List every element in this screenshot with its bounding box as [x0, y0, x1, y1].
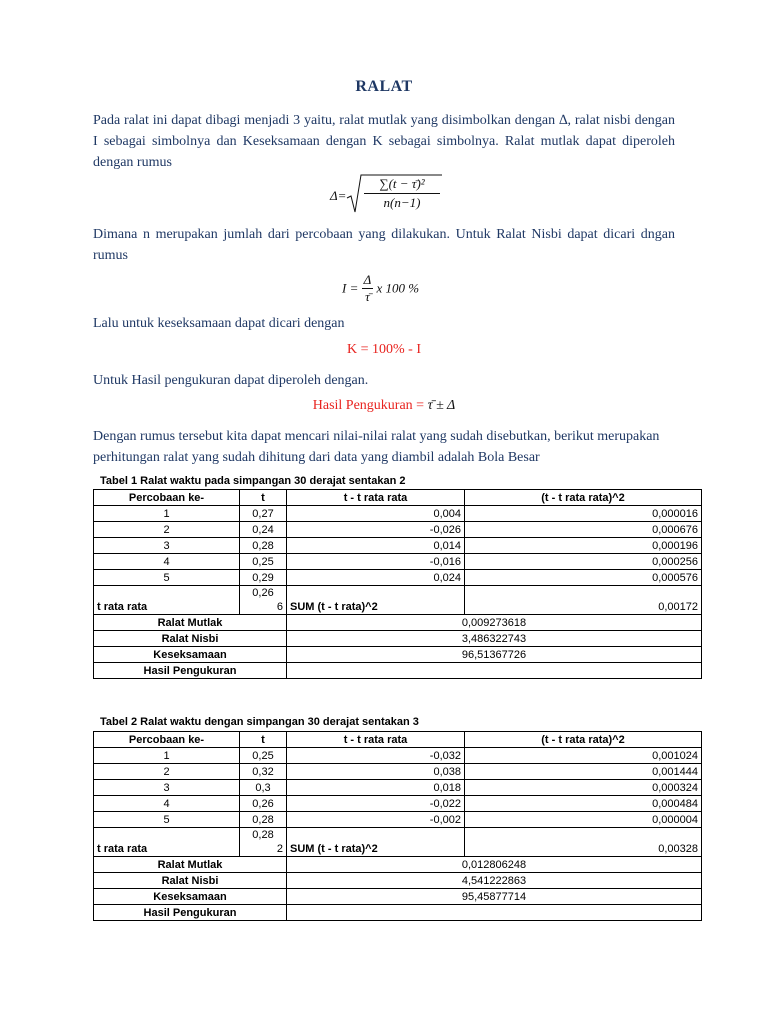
summary-label: Keseksamaan	[94, 889, 287, 905]
summary-row	[94, 647, 702, 663]
table-cell: 0,001444	[465, 764, 702, 780]
sum-label: SUM (t - t rata)^2	[287, 586, 465, 615]
table-cell: 0,000676	[465, 522, 702, 538]
column-header: Percobaan ke-	[94, 490, 240, 506]
column-header: t	[240, 490, 287, 506]
table-cell: 0,024	[287, 570, 465, 586]
table-cell: 0,26	[240, 796, 287, 812]
summary-label: Ralat Mutlak	[94, 857, 287, 873]
table-row	[94, 522, 702, 538]
formula2-lhs: I =	[342, 280, 359, 296]
table-cell: 5	[94, 812, 240, 828]
formula2-numerator: Δ	[363, 272, 372, 287]
table-row	[94, 796, 702, 812]
summary-value: 0,009273618	[287, 615, 702, 631]
table-cell: 0,018	[287, 780, 465, 796]
table-header-row	[94, 490, 702, 506]
table-cell: 4	[94, 796, 240, 812]
formula2-rhs: x 100 %	[376, 280, 420, 296]
sum-value: 0,00172	[465, 586, 702, 615]
table-cell: 0,24	[240, 522, 287, 538]
summary-label: Ralat Nisbi	[94, 631, 287, 647]
table-row	[94, 812, 702, 828]
table-cell: 0,038	[287, 764, 465, 780]
hasil-pengukuran-formula	[0, 398, 768, 414]
table-cell: 2	[94, 522, 240, 538]
average-value-line1: 0,28	[252, 829, 274, 841]
table2-caption: Tabel 2 Ralat waktu dengan simpangan 30 derajat sentakan 3	[100, 716, 419, 728]
summary-label: Keseksamaan	[94, 647, 287, 663]
hasil-expression: τ̄ ± Δ	[427, 398, 456, 413]
paragraph-ralat-nisbi: Dimana n merupakan jumlah dari percobaan yang dilakukan. Untuk Ralat Nisbi dapat dicari dngan rumus	[93, 227, 675, 263]
table-cell: 3	[94, 538, 240, 554]
summary-label: Ralat Nisbi	[94, 873, 287, 889]
table-cell: 0,000324	[465, 780, 702, 796]
table-cell: 1	[94, 748, 240, 764]
table-cell: 0,004	[287, 506, 465, 522]
average-value-line1: 0,26	[252, 587, 274, 599]
summary-row	[94, 889, 702, 905]
summary-value: 0,012806248	[287, 857, 702, 873]
sum-label: SUM (t - t rata)^2	[287, 828, 465, 857]
column-header: t - t rata rata	[287, 732, 465, 748]
summary-row	[94, 873, 702, 889]
table-cell: -0,016	[287, 554, 465, 570]
table-cell: 0,28	[240, 812, 287, 828]
table-cell: 0,000484	[465, 796, 702, 812]
summary-label: Hasil Pengukuran	[94, 663, 287, 679]
table2	[93, 731, 702, 921]
summary-row	[94, 663, 702, 679]
summary-value: 95,45877714	[287, 889, 702, 905]
column-header: t	[240, 732, 287, 748]
table-cell: -0,026	[287, 522, 465, 538]
table-cell: 0,28	[240, 538, 287, 554]
column-header: Percobaan ke-	[94, 732, 240, 748]
average-label: t rata rata	[94, 828, 240, 857]
intro-paragraph: Pada ralat ini dapat dibagi menjadi 3 yaitu, ralat mutlak yang disimbolkan dengan ∆, ralat nisbi dengan I sebagai simbolnya dan Keseksamaan dengan K sebagai simbolnya. Ralat mutlak dapat diperoleh dengan rumus	[93, 113, 675, 170]
table-cell: 0,32	[240, 764, 287, 780]
average-value-line2: 2	[276, 843, 283, 855]
paragraph-hasil: Untuk Hasil pengukuran dapat diperoleh dengan.	[93, 373, 369, 388]
table1-caption: Tabel 1 Ralat waktu pada simpangan 30 derajat sentakan 2	[100, 475, 406, 487]
formula1-denominator: n(n−1)	[383, 195, 421, 210]
table-cell: 5	[94, 570, 240, 586]
average-value	[240, 828, 287, 857]
average-row	[94, 586, 702, 615]
summary-label: Ralat Mutlak	[94, 615, 287, 631]
table-cell: -0,002	[287, 812, 465, 828]
table-row	[94, 570, 702, 586]
summary-label: Hasil Pengukuran	[94, 905, 287, 921]
table-cell: 4	[94, 554, 240, 570]
table-row	[94, 780, 702, 796]
table-cell: 0,25	[240, 748, 287, 764]
summary-row	[94, 615, 702, 631]
table-row	[94, 554, 702, 570]
table-cell: 0,000576	[465, 570, 702, 586]
table-header-row	[94, 732, 702, 748]
average-value-line2: 6	[276, 601, 283, 613]
table-cell: 0,27	[240, 506, 287, 522]
table-cell: -0,022	[287, 796, 465, 812]
table-cell: 0,000016	[465, 506, 702, 522]
formula1-lhs: Δ=	[330, 188, 347, 203]
formula1-numerator: ∑(t − τ̄)²	[364, 175, 440, 194]
table-cell: 0,014	[287, 538, 465, 554]
summary-value: 96,51367726	[287, 647, 702, 663]
table-cell: 0,001024	[465, 748, 702, 764]
hasil-label: Hasil Pengukuran =	[312, 398, 428, 413]
summary-value: 3,486322743	[287, 631, 702, 647]
paragraph-keseksamaan: Lalu untuk keseksamaan dapat dicari dengan	[93, 316, 345, 331]
table1	[93, 489, 702, 679]
average-row	[94, 828, 702, 857]
table-cell: 0,25	[240, 554, 287, 570]
summary-row	[94, 905, 702, 921]
table-row	[94, 538, 702, 554]
summary-row	[94, 857, 702, 873]
keseksamaan-formula: K = 100% - I	[347, 342, 421, 357]
table-cell: 0,29	[240, 570, 287, 586]
table-cell: 0,3	[240, 780, 287, 796]
table-cell: 2	[94, 764, 240, 780]
column-header: (t - t rata rata)^2	[465, 490, 702, 506]
table-cell: 0,000004	[465, 812, 702, 828]
summary-row	[94, 631, 702, 647]
table-row	[94, 506, 702, 522]
formula2-denominator: τ̄	[365, 289, 370, 304]
table-cell: 1	[94, 506, 240, 522]
table-cell: -0,032	[287, 748, 465, 764]
column-header: (t - t rata rata)^2	[465, 732, 702, 748]
average-value	[240, 586, 287, 615]
sum-value: 0,00328	[465, 828, 702, 857]
paragraph-tabel-intro: Dengan rumus tersebut kita dapat mencari nilai-nilai ralat yang sudah disebutkan, berikut merupakan perhitungan ralat yang sudah dihitung dari data yang diambil adalah Bola Besar	[93, 429, 660, 465]
summary-value	[287, 663, 702, 679]
average-label: t rata rata	[94, 586, 240, 615]
page-title: RALAT	[355, 78, 413, 95]
table-row	[94, 764, 702, 780]
table-row	[94, 748, 702, 764]
table-cell: 0,000256	[465, 554, 702, 570]
ralat-nisbi-formula	[342, 272, 419, 305]
table-cell: 0,000196	[465, 538, 702, 554]
summary-value: 4,541222863	[287, 873, 702, 889]
summary-value	[287, 905, 702, 921]
column-header: t - t rata rata	[287, 490, 465, 506]
table-cell: 3	[94, 780, 240, 796]
